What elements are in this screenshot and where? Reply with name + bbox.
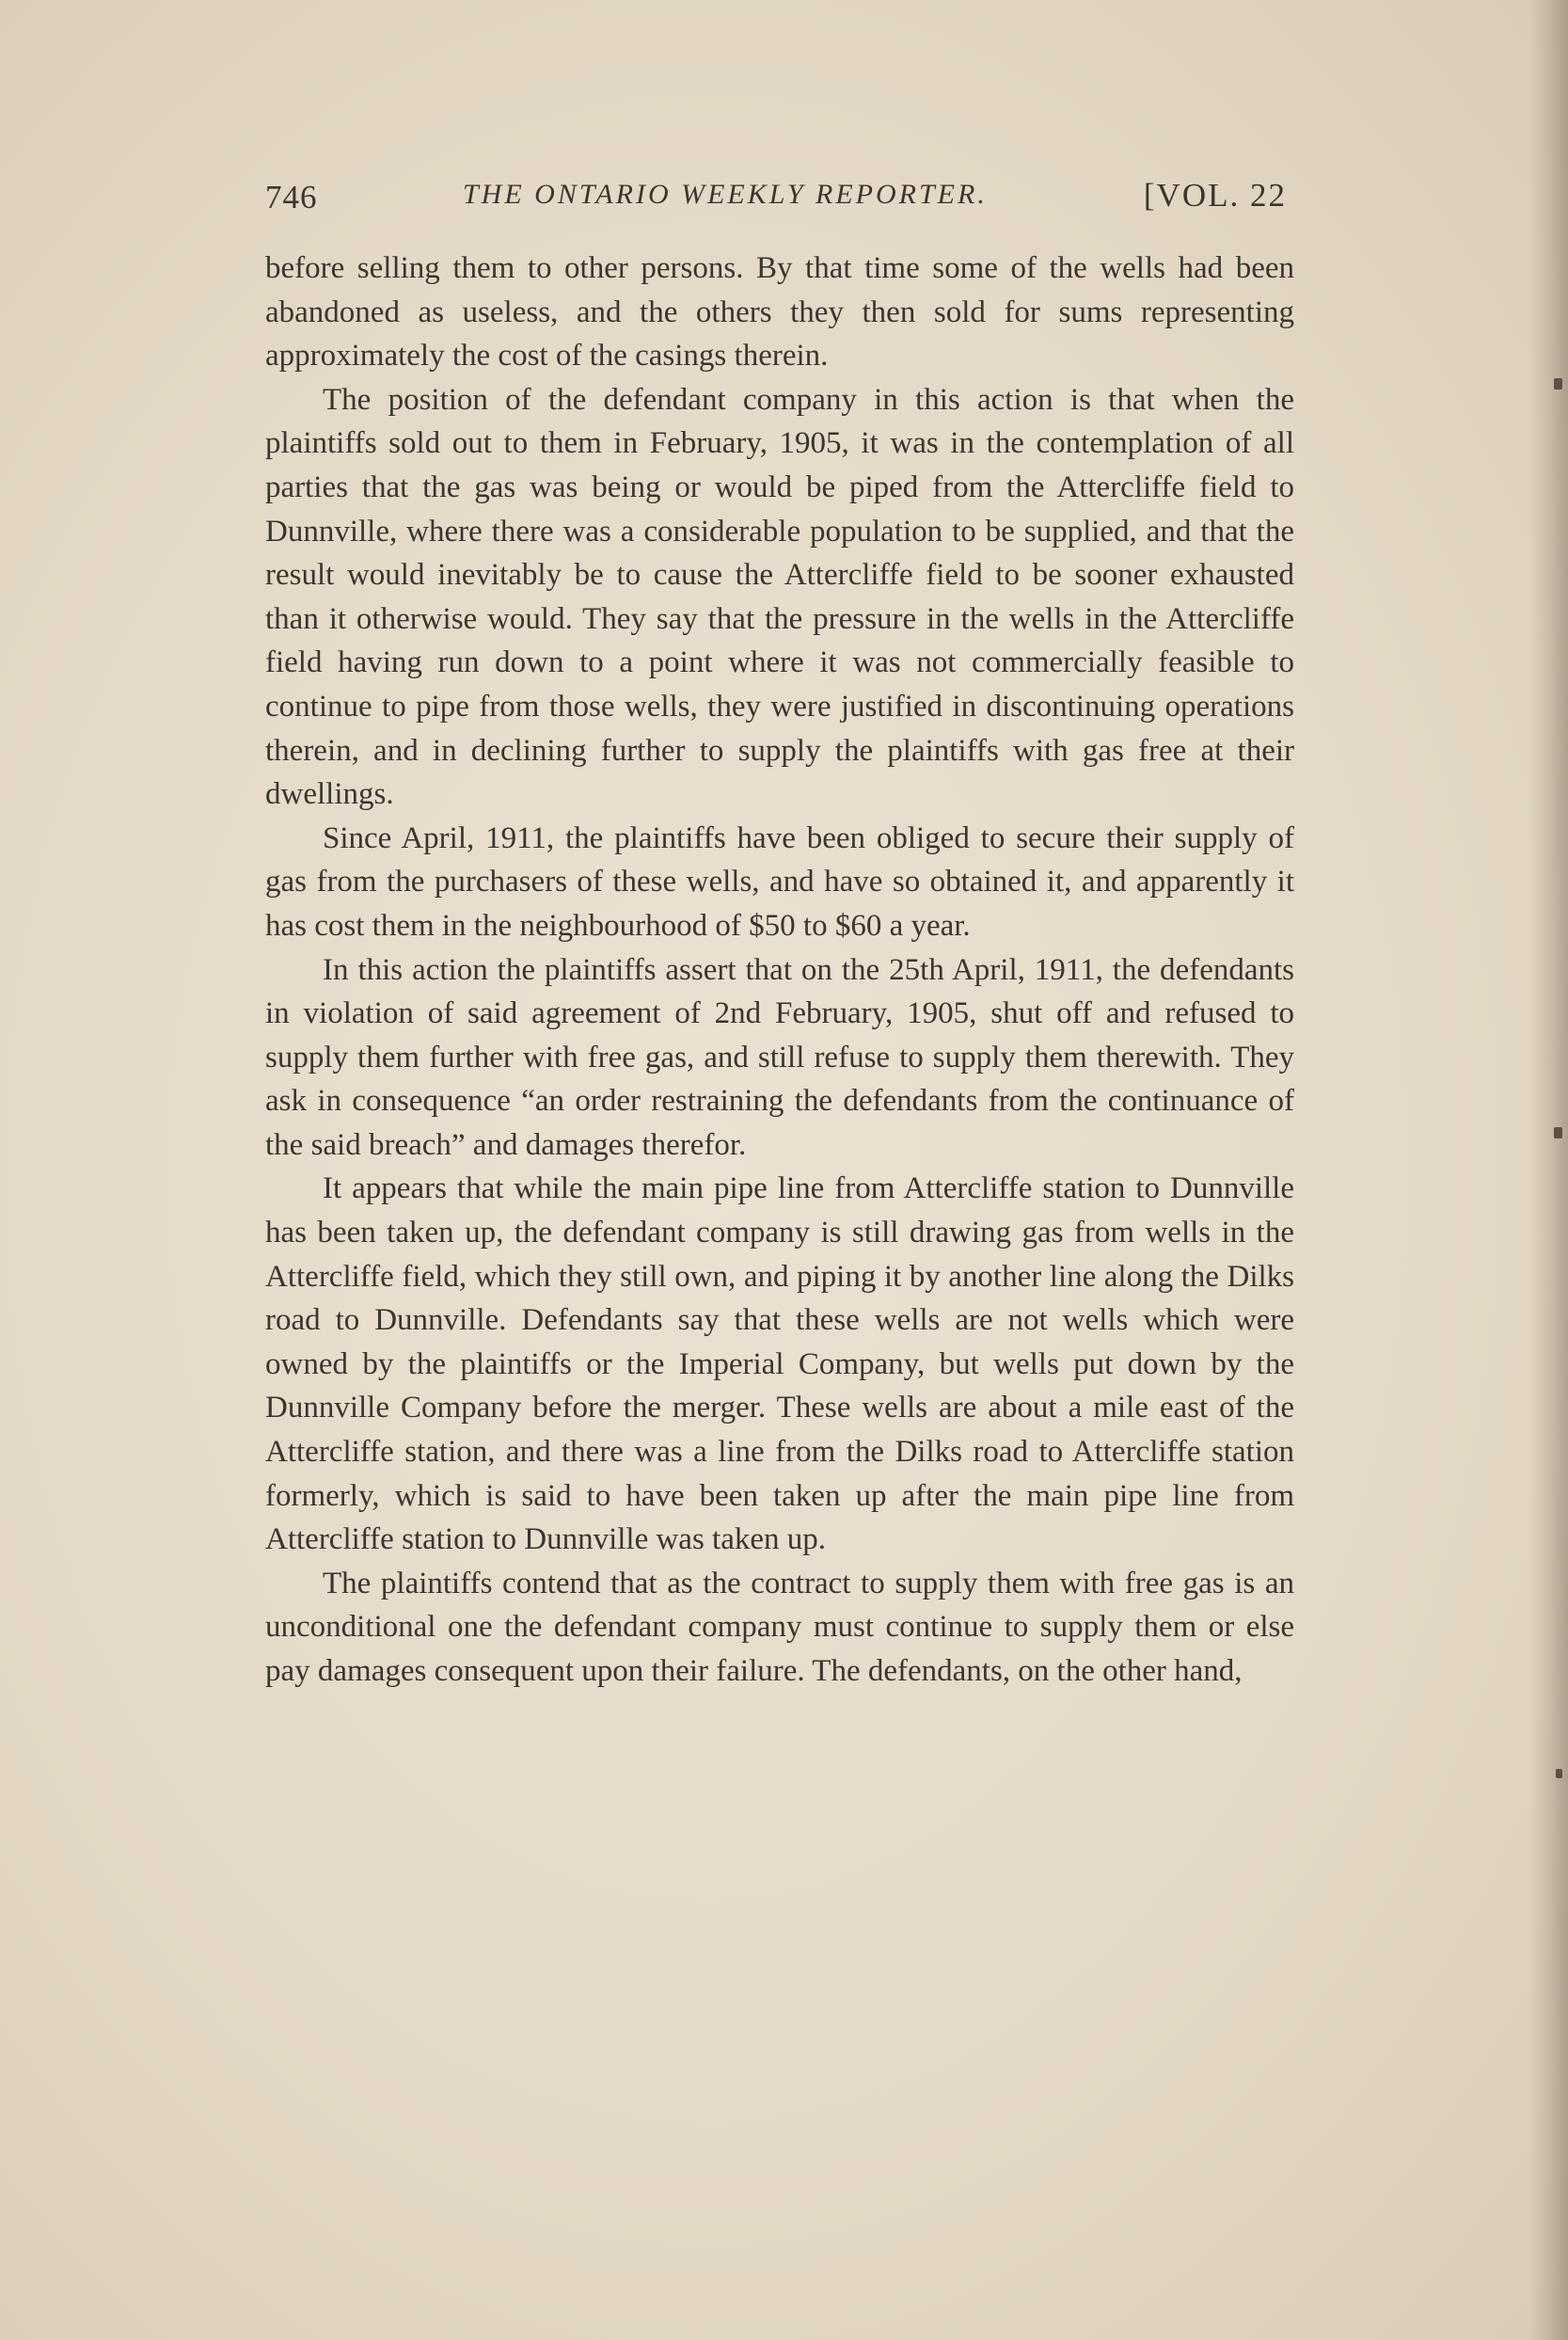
- edge-mark: [1554, 1127, 1562, 1138]
- paragraph: The plaintiffs contend that as the contract to supply them with free gas is an unconditional one the defendant company must continue to supply them or else pay damages consequent upon their failure. The defendants, on the other hand,: [265, 1566, 1294, 1688]
- binding-shadow: [1528, 0, 1568, 2340]
- paragraph: before selling them to other persons. By that time some of the wells had been abandoned as useless, and the others they then sold for sums representing approximately the cost of the casings therein.: [265, 251, 1294, 374]
- running-header: [265, 175, 1287, 218]
- paragraph: In this action the plaintiffs assert that on the 25th April, 1911, the defendants in violation of said agreement of 2nd February, 1905, shut off and refused to supply them further with free gas, and still refuse to supply them therewith. They ask in consequence “an order restraining the defendants from the continuance of the said breach” and damages therefor.: [265, 952, 1294, 1162]
- running-title: THE ONTARIO WEEKLY REPORTER.: [463, 179, 988, 210]
- edge-mark: [1554, 378, 1562, 390]
- volume-label: [VOL. 22: [1143, 177, 1287, 214]
- paragraph: Since April, 1911, the plaintiffs have been obliged to secure their supply of gas from the purchasers of these wells, and have so obtained it, and apparently it has cost them in the neighbourhood of $50 to $60 a year.: [265, 820, 1294, 943]
- body-text: [265, 247, 1294, 1694]
- paragraph: It appears that while the main pipe line from Attercliffe station to Dunnville has been taken up, the defendant company is still drawing gas from wells in the Attercliffe field, which they still own, and piping it by another line along the Dilks road to Dunnville. Defendants say that these wells are not wells which were owned by the plaintiffs or the Imperial Company, but wells put down by the Dunnville Company before the merger. These wells are about a mile east of the Attercliffe station, and there was a line from the Dilks road to Attercliffe station formerly, which is said to have been taken up after the main pipe line from Attercliffe station to Dunnville was taken up.: [265, 1171, 1294, 1557]
- paragraph: The position of the defendant company in this action is that when the plaintiffs sold out to them in February, 1905, it was in the contemplation of all parties that the gas was being or would be piped from the Attercliffe field to Dunnville, where there was a considerable population to be supplied, and that the result would inevitably be to cause the Attercliffe field to be sooner exhausted than it otherwise would. They say that the pressure in the wells in the Attercliffe field having run down to a point where it was not commercially feasible to continue to pipe from those wells, they were justified in discontinuing operations therein, and in declining further to supply the plaintiffs with gas free at their dwellings.: [265, 382, 1294, 812]
- page-number: 746: [265, 179, 318, 215]
- edge-mark: [1556, 1769, 1562, 1778]
